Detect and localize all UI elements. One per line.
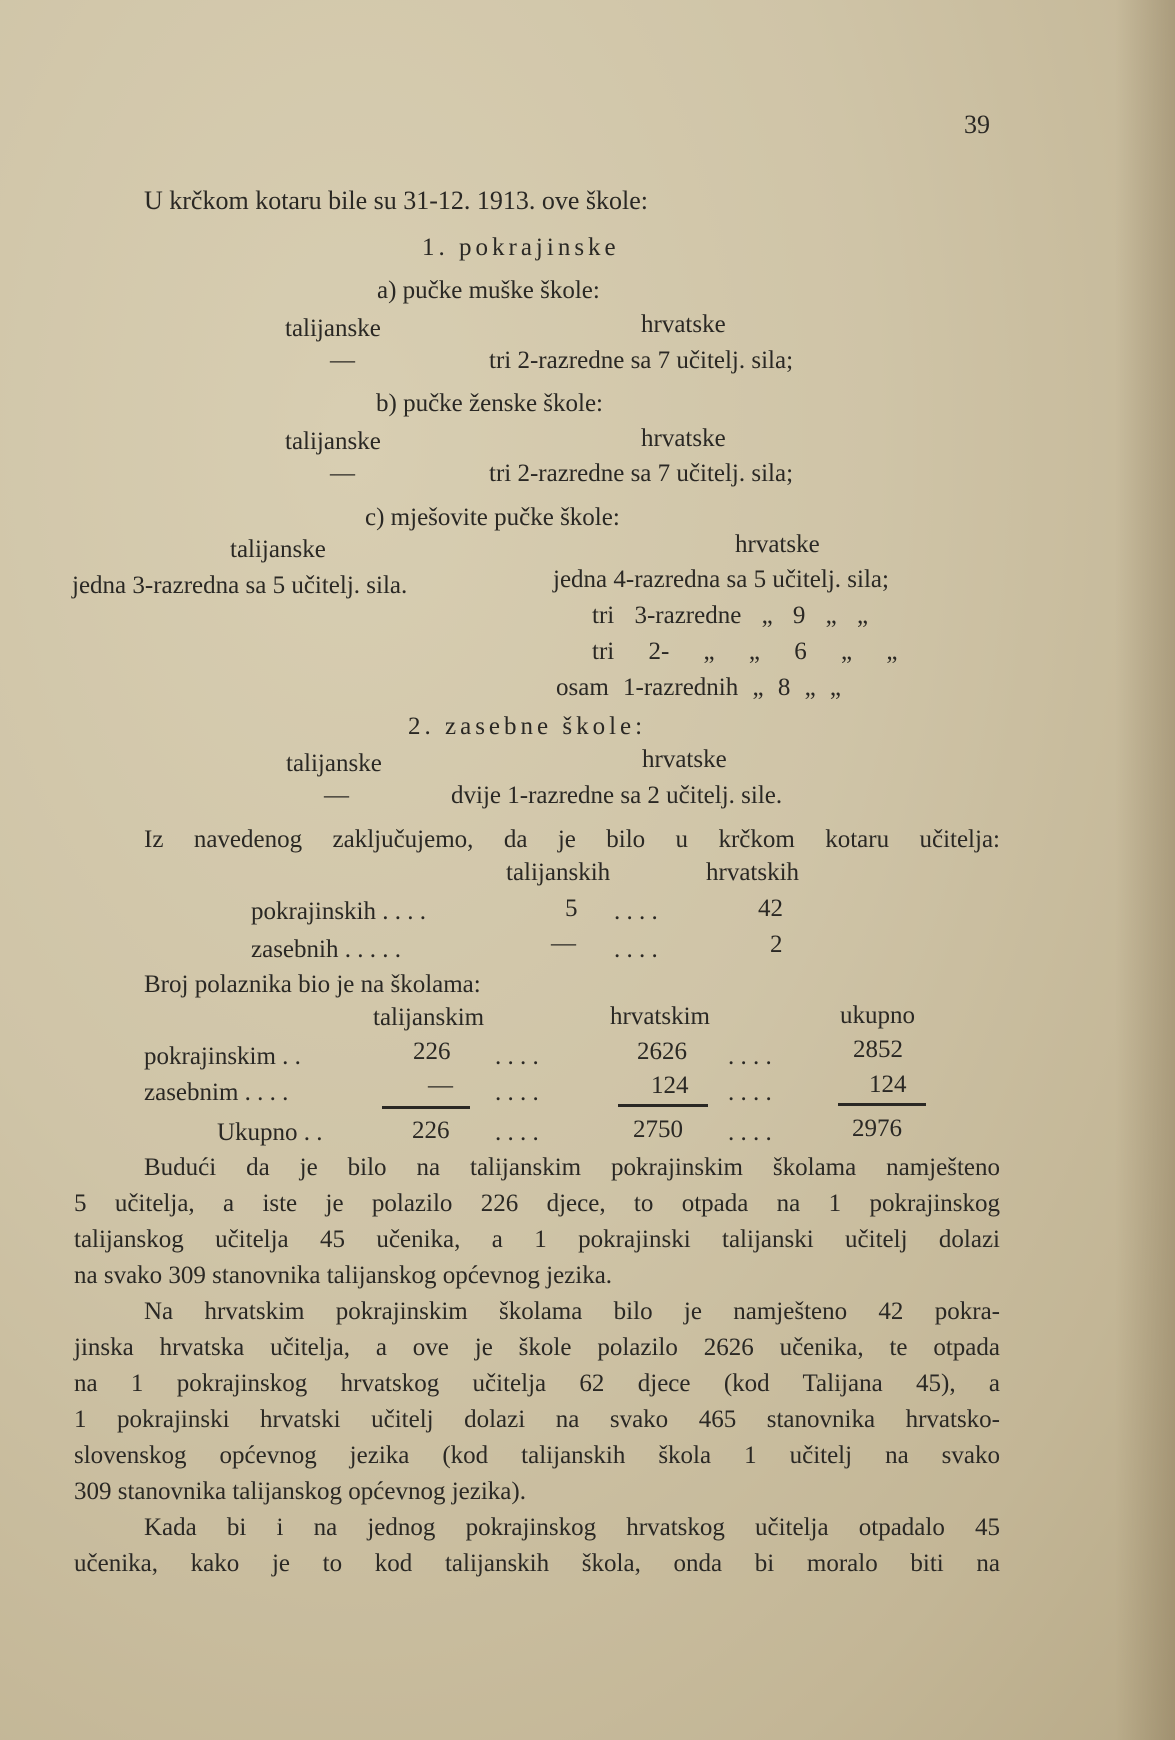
pupils-row-total: 124 [869,1071,907,1098]
b-cro-value: tri 2-razredne sa 7 učitelj. sila; [489,460,794,487]
b-col-talijanske: talijanske [285,428,381,455]
c-cro-row-3: tri 2- „ „ 6 „ „ [592,638,898,665]
teachers-row-label: pokrajinskih . . . . [251,898,426,925]
pupils-row-ital: — [428,1072,453,1099]
teachers-row-cro: 42 [758,895,783,922]
c-col-talijanske: talijanske [230,536,326,563]
intro-line: U krčkom kotaru bile su 31-12. 1913. ove škole: [144,186,649,215]
paragraph-line: 1 pokrajinski hrvatski učitelj dolazi na svako 465 stanovnika hrvatsko- [74,1406,1000,1433]
paragraph-line: jinska hrvatska učitelja, a ove je škole polazilo 2626 učenika, te otpada [74,1334,1000,1361]
paragraph-line: 5 učitelja, a iste je polazilo 226 djece, to otpada na 1 pokrajinskog [74,1190,1000,1217]
pupils-total-label: Ukupno . . [217,1119,323,1146]
pupils-row-label: pokrajinskim . . [144,1043,301,1070]
paragraph-line: na svako 309 stanovnika talijanskog općevnog jezika. [74,1262,613,1289]
teachers-row-ital: 5 [565,895,578,922]
teachers-row-ital: — [551,930,576,957]
pupils-row-dots: . . . . [728,1079,772,1106]
s2-ital-value: — [324,782,349,809]
paragraph-3 [74,1510,1000,1582]
pupils-col-ukupno: ukupno [840,1002,915,1029]
a-col-talijanske: talijanske [285,315,381,342]
pupils-row-total: 2852 [853,1036,903,1063]
teachers-intro: Iz navedenog zaključujemo, da je bilo u krčkom kotaru učitelja: [144,826,1000,853]
a-col-hrvatske: hrvatske [641,311,726,338]
pupils-row-dots: . . . . [495,1043,539,1070]
teachers-row-dots: . . . . [614,898,658,925]
s2-col-talijanske: talijanske [286,750,382,777]
section1-heading: 1. pokrajinske [422,234,620,261]
a-cro-value: tri 2-razredne sa 7 učitelj. sila; [489,347,794,374]
b-ital-value: — [330,460,355,487]
paragraph-line: 309 stanovnika talijanskog općevnog jezika). [74,1478,526,1505]
pupils-row-dots: . . . . [728,1043,772,1070]
c-cro-row-2: tri 3-razredne „ 9 „ „ [592,602,869,629]
teachers-row-dots: . . . . [614,936,658,963]
pupils-total-cro: 2750 [633,1116,683,1143]
section2-heading: 2. zasebne škole: [408,713,647,740]
subsection-b-heading: b) pučke ženske škole: [376,390,604,417]
paragraph-line: Na hrvatskim pokrajinskim školama bilo je namješteno 42 pokra- [144,1298,1000,1325]
paragraph-line: Budući da je bilo na talijanskim pokrajinskim školama namješteno [144,1154,1000,1181]
c-ital-value: jedna 3-razredna sa 5 učitelj. sila. [72,572,408,599]
paragraph-line: učenika, kako je to kod talijanskih škola, onda bi moralo biti na [74,1550,1000,1577]
teachers-row-cro: 2 [770,931,783,958]
pupils-row-label: zasebnim . . . . [144,1079,289,1106]
pupils-row-cro: 2626 [637,1038,687,1065]
pupils-total-ital: 226 [412,1117,450,1144]
b-col-hrvatske: hrvatske [641,425,726,452]
pupils-col-talijanskim: talijanskim [373,1004,485,1031]
paragraph-2 [74,1294,1000,1510]
s2-col-hrvatske: hrvatske [642,746,727,773]
pupils-total-dots: . . . . [728,1119,772,1146]
teachers-row-label: zasebnih . . . . . [251,936,401,963]
sum-rule-cro [618,1104,708,1107]
paragraph-line: Kada bi i na jednog pokrajinskog hrvatskog učitelja otpadalo 45 [144,1514,1000,1541]
pupils-row-dots: . . . . [495,1079,539,1106]
subsection-a-heading: a) pučke muške škole: [377,277,600,304]
pupils-col-hrvatskim: hrvatskim [610,1003,710,1030]
teachers-col-hrvatskih: hrvatskih [706,859,800,886]
c-cro-row-1: jedna 4-razredna sa 5 učitelj. sila; [553,566,889,593]
pupils-intro: Broj polaznika bio je na školama: [144,971,481,998]
sum-rule-total [838,1103,926,1106]
c-cro-row-4: osam 1-razrednih „ 8 „ „ [556,674,842,701]
c-col-hrvatske: hrvatske [735,531,820,558]
teachers-col-talijanskih: talijanskih [506,859,611,886]
paragraph-line: talijanskog učitelja 45 učenika, a 1 pokrajinski talijanski učitelj dolazi [74,1226,1000,1253]
page-edge-shadow [1115,0,1175,1740]
paragraph-line: na 1 pokrajinskog hrvatskog učitelja 62 djece (kod Talijana 45), a [74,1370,1000,1397]
pupils-total-total: 2976 [852,1115,902,1142]
s2-cro-value: dvije 1-razredne sa 2 učitelj. sile. [451,782,783,809]
subsection-c-heading: c) mješovite pučke škole: [365,504,620,531]
pupils-total-dots: . . . . [495,1119,539,1146]
paragraph-line: slovenskog općevnog jezika (kod talijanskih škola 1 učitelj na svako [74,1442,1000,1469]
paragraph-1 [74,1150,1000,1294]
sum-rule-ital [382,1106,470,1109]
a-ital-value: — [330,347,355,374]
pupils-row-cro: 124 [651,1072,689,1099]
page-number: 39 [964,110,990,139]
pupils-row-ital: 226 [413,1038,451,1065]
